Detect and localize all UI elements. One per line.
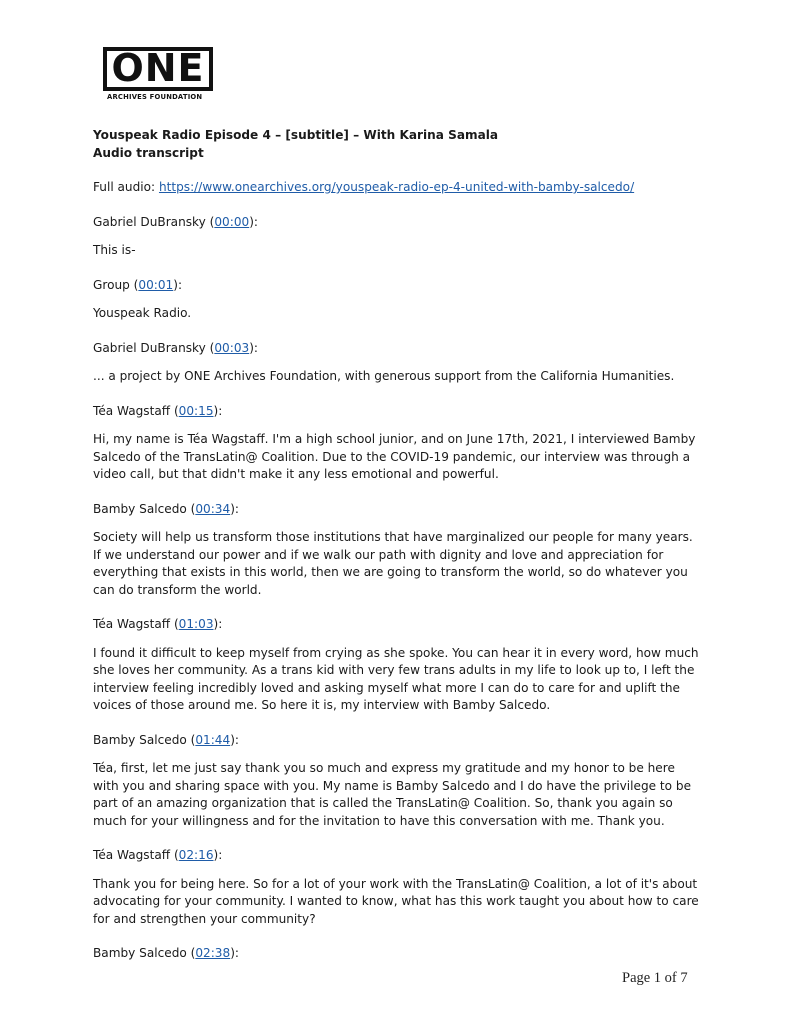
timestamp-link[interactable]: 00:15 bbox=[178, 403, 214, 418]
speaker-name: Téa Wagstaff bbox=[93, 617, 171, 631]
utterance-text: Society will help us transform those institutions that have marginalized our people for many years. If we understand our power and if we walk our path with dignity and love and appreciation for everything that exists in this world, then we are going to transform the world, so do whatever you can do transform the world. bbox=[93, 530, 693, 597]
speaker-name: Bamby Salcedo bbox=[93, 732, 187, 747]
utterance-text: ... a project by ONE Archives Foundation, with generous support from the California Humanities. bbox=[93, 369, 675, 383]
speaker-name: Téa Wagstaff bbox=[93, 403, 171, 418]
speaker-name: Gabriel DuBransky bbox=[93, 214, 206, 229]
speaker-name: Group bbox=[93, 277, 130, 292]
document-title: Youspeak Radio Episode 4 – [subtitle] – With Karina Samala bbox=[93, 128, 499, 142]
speaker-line: Gabriel DuBransky (00:00): bbox=[93, 214, 259, 229]
logo-subtitle: ARCHIVES FOUNDATION bbox=[107, 93, 203, 101]
speaker-name: Bamby Salcedo bbox=[93, 501, 187, 516]
utterance-text: I found it difficult to keep myself from crying as she spoke. You can hear it in every word, how much she loves her community. As a trans kid with very few trans adults in my life to look up to, I left the interview feeling incredibly loved and asking myself what more I can do to care for and uplift the voices of those around me. So here it is, my interview with Bamby Salcedo. bbox=[93, 645, 699, 712]
document-subtitle: Audio transcript bbox=[93, 145, 204, 160]
transcript-entry bbox=[93, 277, 703, 323]
timestamp-link[interactable]: 00:00 bbox=[214, 214, 250, 229]
speaker-line: Bamby Salcedo (00:34): bbox=[93, 501, 239, 516]
transcript-entry bbox=[93, 732, 703, 831]
speaker-line: Téa Wagstaff (00:15): bbox=[93, 403, 223, 418]
timestamp-link[interactable]: 01:03 bbox=[178, 617, 214, 631]
transcript-entry bbox=[93, 945, 703, 963]
speaker-name: Téa Wagstaff bbox=[93, 848, 171, 862]
speaker-line: Téa Wagstaff (02:16): bbox=[93, 848, 223, 862]
transcript-body bbox=[93, 127, 703, 963]
utterance-text: Téa, first, let me just say thank you so much and express my gratitude and my honor to be here with you and sharing space with you. My name is Bamby Salcedo and I do have the privilege to be part of an amazing organization that is called the TransLatin@ Coalition. So, thank you again so much for your willingness and for the invitation to have this conversation with me. Thank you. bbox=[93, 761, 692, 828]
utterance-text: Youspeak Radio. bbox=[93, 306, 192, 320]
timestamp-link[interactable]: 00:03 bbox=[214, 340, 250, 355]
speaker-line: Bamby Salcedo (01:44): bbox=[93, 732, 239, 747]
speaker-name: Gabriel DuBransky bbox=[93, 340, 206, 355]
one-archives-logo bbox=[103, 47, 219, 101]
speaker-line: Gabriel DuBransky (00:03): bbox=[93, 340, 259, 355]
utterance-text: Thank you for being here. So for a lot of your work with the TransLatin@ Coalition, a lot of it's about advocating for your community. I wanted to know, what has this work taught you about how to care for and strengthen your community? bbox=[93, 876, 699, 926]
timestamp-link[interactable]: 01:44 bbox=[195, 732, 231, 747]
timestamp-link[interactable]: 02:16 bbox=[178, 848, 214, 862]
transcript-entry bbox=[93, 340, 703, 386]
transcript-entry bbox=[93, 501, 703, 600]
speaker-line: Bamby Salcedo (02:38): bbox=[93, 946, 239, 960]
speaker-line: Téa Wagstaff (01:03): bbox=[93, 617, 223, 631]
utterance-text: This is- bbox=[93, 243, 136, 257]
timestamp-link[interactable]: 00:34 bbox=[195, 501, 231, 516]
timestamp-link[interactable]: 02:38 bbox=[195, 946, 231, 960]
transcript-entry bbox=[93, 616, 703, 715]
transcript-entry bbox=[93, 847, 703, 928]
logo-box bbox=[103, 47, 213, 91]
speaker-name: Bamby Salcedo bbox=[93, 946, 187, 960]
utterance-text: Hi, my name is Téa Wagstaff. I'm a high school junior, and on June 17th, 2021, I interviewed Bamby Salcedo of the TransLatin@ Coalition. Due to the COVID-19 pandemic, our interview was through a video call, but that didn't make it any less emotional and powerful. bbox=[93, 432, 696, 481]
timestamp-link[interactable]: 00:01 bbox=[138, 277, 174, 292]
transcript-entry bbox=[93, 403, 703, 484]
logo-word: ONE bbox=[111, 46, 205, 90]
full-audio-label: Full audio: bbox=[93, 180, 159, 194]
page-number: Page 1 of 7 bbox=[622, 970, 688, 986]
full-audio-link[interactable]: https://www.onearchives.org/youspeak-radio-ep-4-united-with-bamby-salcedo/ bbox=[158, 180, 635, 194]
speaker-line: Group (00:01): bbox=[93, 277, 183, 292]
transcript-entry bbox=[93, 214, 703, 260]
full-audio-line bbox=[93, 179, 703, 197]
transcript-entries bbox=[93, 214, 703, 963]
